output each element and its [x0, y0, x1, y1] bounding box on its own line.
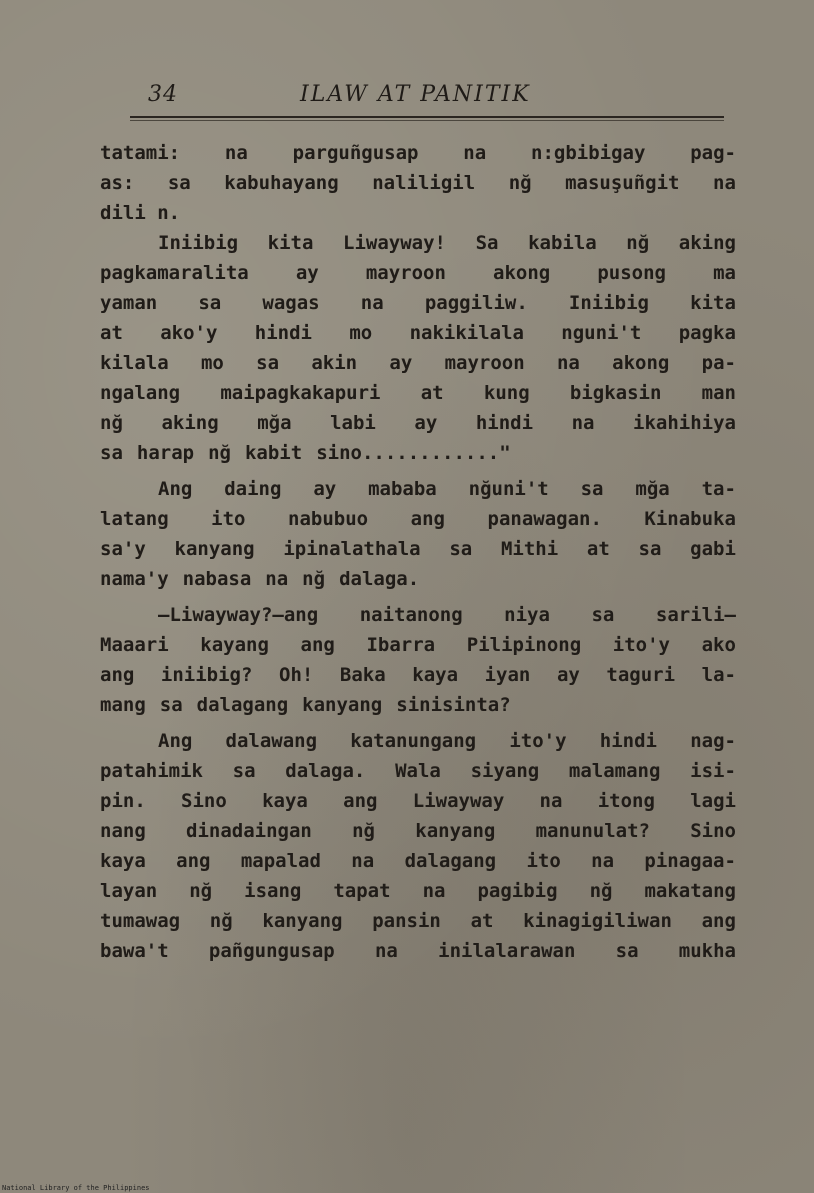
word: nğ [352, 820, 375, 842]
text-line [100, 906, 736, 936]
word: naliligil [372, 172, 476, 194]
word: nama'y [100, 568, 169, 590]
word: kanyang [174, 538, 255, 560]
word: itong [597, 790, 655, 812]
word: mo [200, 352, 224, 374]
word: pagka [678, 322, 736, 344]
text-line [100, 378, 736, 408]
word: sarili— [655, 604, 736, 626]
text-line [100, 474, 736, 504]
word: isang [244, 880, 302, 902]
word: na [571, 412, 595, 434]
word: tatami: [100, 142, 181, 164]
word: nguni't [561, 322, 642, 344]
word: kanyang [415, 820, 496, 842]
word: Baka [339, 664, 386, 686]
word: as: [100, 172, 135, 194]
word: akin [311, 352, 358, 374]
word: Liwayway [412, 790, 505, 812]
word: dalagang [404, 850, 497, 872]
word: patahimik [100, 760, 203, 782]
word: iniibig? [160, 664, 253, 686]
word: Maaari [100, 634, 169, 656]
word: kita [690, 292, 736, 314]
text-line [100, 258, 736, 288]
word: kanyang [302, 694, 383, 716]
word: kayang [200, 634, 269, 656]
word: iyan [484, 664, 531, 686]
word: nang [100, 820, 146, 842]
word: na [351, 850, 375, 872]
text-line [100, 876, 736, 906]
text-line [100, 348, 736, 378]
word: manunulat? [535, 820, 650, 842]
word: —Liwayway?—ang [158, 604, 319, 626]
text-line [100, 630, 736, 660]
word: hindi [599, 730, 657, 752]
word: na [374, 940, 398, 962]
word: ay [414, 412, 438, 434]
word: ito [526, 850, 561, 872]
word: pa- [701, 352, 736, 374]
text-line [100, 288, 736, 318]
word: pañgungusap [208, 940, 335, 962]
word: ma [713, 262, 736, 284]
word: sa [159, 694, 183, 716]
word: sa [580, 478, 604, 500]
word: dalaga. [285, 760, 366, 782]
word: Ang [158, 730, 193, 752]
word: taguri [606, 664, 676, 686]
text-line [100, 318, 736, 348]
word: harap [136, 442, 195, 464]
word: sa [449, 538, 473, 560]
page-header [138, 82, 724, 114]
word: sa [198, 292, 222, 314]
word: mukha [678, 940, 736, 962]
word: kinagigiliwan [523, 910, 672, 932]
word: sinisinta? [396, 694, 511, 716]
word: ngalang [100, 382, 181, 404]
word: isi- [690, 760, 736, 782]
word: gabi [690, 538, 736, 560]
word: siyang [470, 760, 540, 782]
word: nabasa [182, 568, 252, 590]
word: ipinalathala [283, 538, 421, 560]
word: paggiliw. [424, 292, 528, 314]
word: na [422, 880, 446, 902]
word: masuşuñgit [565, 172, 680, 194]
word: ang [300, 634, 335, 656]
header-rule [130, 116, 724, 118]
word: Kinabuka [644, 508, 736, 530]
word: tapat [333, 880, 391, 902]
word: sa [167, 172, 191, 194]
word: malamang [568, 760, 661, 782]
word: pansin [372, 910, 441, 932]
word: Iniibig [158, 232, 239, 254]
word: na [463, 142, 487, 164]
running-title: ILAW AT PANITIK [300, 82, 531, 107]
text-line [100, 438, 736, 468]
word: at [586, 538, 610, 560]
text-line [100, 816, 736, 846]
word: pagkamaralita [100, 262, 249, 284]
word: hindi [475, 412, 534, 434]
word: dalaga. [339, 568, 420, 590]
text-line [100, 936, 736, 966]
word: at [100, 322, 123, 344]
word: nğ [189, 880, 213, 902]
word: ito [211, 508, 246, 530]
word: nğ [302, 568, 326, 590]
word: kabila [528, 232, 597, 254]
word: pusong [597, 262, 666, 284]
word: ang [343, 790, 378, 812]
word: nğ [100, 412, 123, 434]
word: man [701, 382, 736, 404]
word: aking [161, 412, 219, 434]
word: akong [612, 352, 670, 374]
word: ito'y [509, 730, 567, 752]
word: Liwayway! [343, 232, 446, 254]
word: mo [349, 322, 373, 344]
word: ako [701, 634, 736, 656]
word: la- [701, 664, 736, 686]
word: inilalarawan [438, 940, 576, 962]
word: Sino [690, 820, 736, 842]
word: na [556, 352, 580, 374]
word: sa [638, 538, 662, 560]
word: Sino [181, 790, 227, 812]
word: naitanong [359, 604, 463, 626]
word: at [420, 382, 444, 404]
word: ako'y [160, 322, 218, 344]
word: Mithi [500, 538, 559, 560]
word: nakikilala [409, 322, 524, 344]
word: pin. [100, 790, 146, 812]
word: wagas [262, 292, 320, 314]
word: Oh! [279, 664, 314, 686]
word: ay [389, 352, 413, 374]
word: kilala [100, 352, 169, 374]
text-line [100, 690, 736, 720]
word: sa [591, 604, 615, 626]
text-line [100, 228, 736, 258]
word: Wala [395, 760, 441, 782]
text-line [100, 504, 736, 534]
word: kanyang [262, 910, 343, 932]
word: bawa't [100, 940, 169, 962]
word: nğ [589, 880, 613, 902]
word: kabuhayang [224, 172, 339, 194]
word: nğ [626, 232, 650, 254]
word: sa [100, 442, 123, 464]
text-line [100, 198, 736, 228]
word: dinadaingan [186, 820, 312, 842]
word: na [591, 850, 615, 872]
word: mang [100, 694, 146, 716]
word: bigkasin [569, 382, 662, 404]
word: mayroon [444, 352, 525, 374]
word: ay [556, 664, 580, 686]
word: ay [295, 262, 319, 284]
word: maipagkakapuri [220, 382, 381, 404]
word: Sa [475, 232, 499, 254]
word: katanungang [350, 730, 477, 752]
text-line [100, 408, 736, 438]
word: parguñgusap [292, 142, 419, 164]
word: Iniibig [568, 292, 649, 314]
word: akong [493, 262, 551, 284]
word: ta- [701, 478, 736, 500]
text-line [100, 138, 736, 168]
word: na [713, 172, 736, 194]
word: dalagang [196, 694, 289, 716]
word: yaman [100, 292, 158, 314]
word: Ang [158, 478, 193, 500]
page-number: 34 [148, 82, 178, 107]
word: lagi [690, 790, 736, 812]
word: nğuni't [468, 478, 549, 500]
word: kaya [412, 664, 459, 686]
word: ang [100, 664, 135, 686]
word: nabubuo [288, 508, 369, 530]
word: labi [330, 412, 376, 434]
word: aking [678, 232, 736, 254]
word: sa [256, 352, 280, 374]
word: ang [701, 910, 736, 932]
body-text [100, 138, 736, 966]
word: nğ [208, 442, 231, 464]
word: n:gbibigay [531, 142, 646, 164]
word: ang [176, 850, 211, 872]
word: nag- [690, 730, 736, 752]
word: sino............" [316, 442, 511, 464]
word: ang [410, 508, 445, 530]
word: dalawang [225, 730, 318, 752]
word: tumawag [100, 910, 181, 932]
word: nğ [209, 910, 233, 932]
word: sa [615, 940, 639, 962]
footer-credit: National Library of the Philippines [2, 1184, 150, 1192]
word: at [470, 910, 494, 932]
word: ito'y [612, 634, 670, 656]
word: mababa [368, 478, 437, 500]
word: panawagan. [487, 508, 602, 530]
word: na [265, 568, 289, 590]
word: na [539, 790, 563, 812]
word: Pilipinong [466, 634, 582, 656]
word: nğ [508, 172, 532, 194]
word: dili n. [100, 202, 181, 224]
word: pinagaa- [644, 850, 736, 872]
word: kita [267, 232, 314, 254]
word: kaya [262, 790, 308, 812]
word: pag- [690, 142, 736, 164]
word: mapalad [240, 850, 321, 872]
word: Ibarra [366, 634, 436, 656]
word: sa [232, 760, 256, 782]
word: niya [504, 604, 550, 626]
word: kung [483, 382, 530, 404]
word: kabit [244, 442, 303, 464]
word: kaya [100, 850, 146, 872]
text-line [100, 786, 736, 816]
text-line [100, 600, 736, 630]
text-line [100, 564, 736, 594]
word: makatang [644, 880, 736, 902]
word: ay [313, 478, 337, 500]
word: layan [100, 880, 158, 902]
word: mğa [257, 412, 292, 434]
text-line [100, 846, 736, 876]
text-line [100, 534, 736, 564]
word: na [224, 142, 248, 164]
word: ikahihiya [633, 412, 736, 434]
text-line [100, 726, 736, 756]
text-line [100, 168, 736, 198]
word: mğa [635, 478, 670, 500]
word: mayroon [365, 262, 446, 284]
word: daing [224, 478, 282, 500]
word: hindi [254, 322, 312, 344]
word: latang [100, 508, 169, 530]
header-rule-thin [130, 120, 724, 121]
text-line [100, 660, 736, 690]
text-line [100, 756, 736, 786]
word: pagibig [477, 880, 558, 902]
word: na [360, 292, 384, 314]
word: sa'y [100, 538, 146, 560]
